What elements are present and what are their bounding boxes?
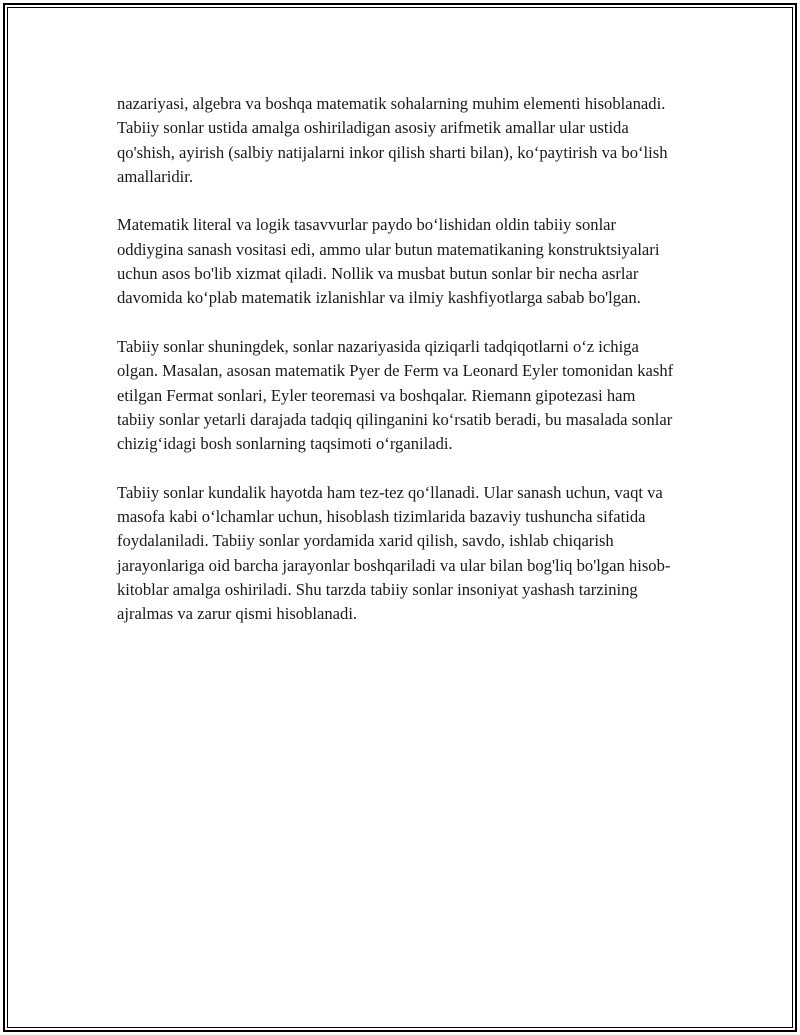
paragraph-4: Tabiiy sonlar kundalik hayotda ham tez-tez qo‘llanadi. Ular sanash uchun, vaqt va masofa kabi o‘lchamlar uchun, hisoblash tizimlarida bazaviy tushuncha sifatida foydalaniladi. Tabiiy sonlar yordamida xarid qilish, savdo, ishlab chiqarish jarayonlariga oid barcha jarayonlar boshqariladi va ular bilan bog'liq bo'lgan hisob-kitoblar amalga oshiriladi. Shu tarzda tabiiy sonlar insoniyat yashash tarzining ajralmas va zarur qismi hisoblanadi. bbox=[117, 482, 671, 624]
document-body bbox=[117, 92, 677, 651]
paragraph-2: Matematik literal va logik tasavvurlar paydo bo‘lishidan oldin tabiiy sonlar oddiygina sanash vositasi edi, ammo ular butun matematikaning konstruktsiyalari uchun asos bo'lib xizmat qiladi. Nollik va musbat butun sonlar bir necha asrlar davomida ko‘plab matematik izlanishlar va ilmiy kashfiyotlarga sabab bo'lgan. bbox=[117, 215, 660, 308]
paragraph-3: Tabiiy sonlar shuningdek, sonlar nazariyasida qiziqarli tadqiqotlarni o‘z ichiga olgan. Masalan, asosan matematik Pyer de Ferm va Leonard Eyler tomonidan kashf etilgan Fermat sonlari, Eyler teoremasi va boshqalar. Riemann gipotezasi ham tabiiy sonlar yetarli darajada tadqiq qilinganini ko‘rsatib beradi, bu masalada sonlar chizig‘idagi bosh sonlarning taqsimoti o‘rganiladi. bbox=[117, 336, 674, 454]
paragraph-1: nazariyasi, algebra va boshqa matematik sohalarning muhim elementi hisoblanadi. Tabiiy sonlar ustida amalga oshiriladigan asosiy arifmetik amallar ular ustida qo'shish, ayirish (salbiy natijalarni inkor qilish sharti bilan), ko‘paytirish va bo‘lish amallaridir. bbox=[117, 94, 668, 186]
